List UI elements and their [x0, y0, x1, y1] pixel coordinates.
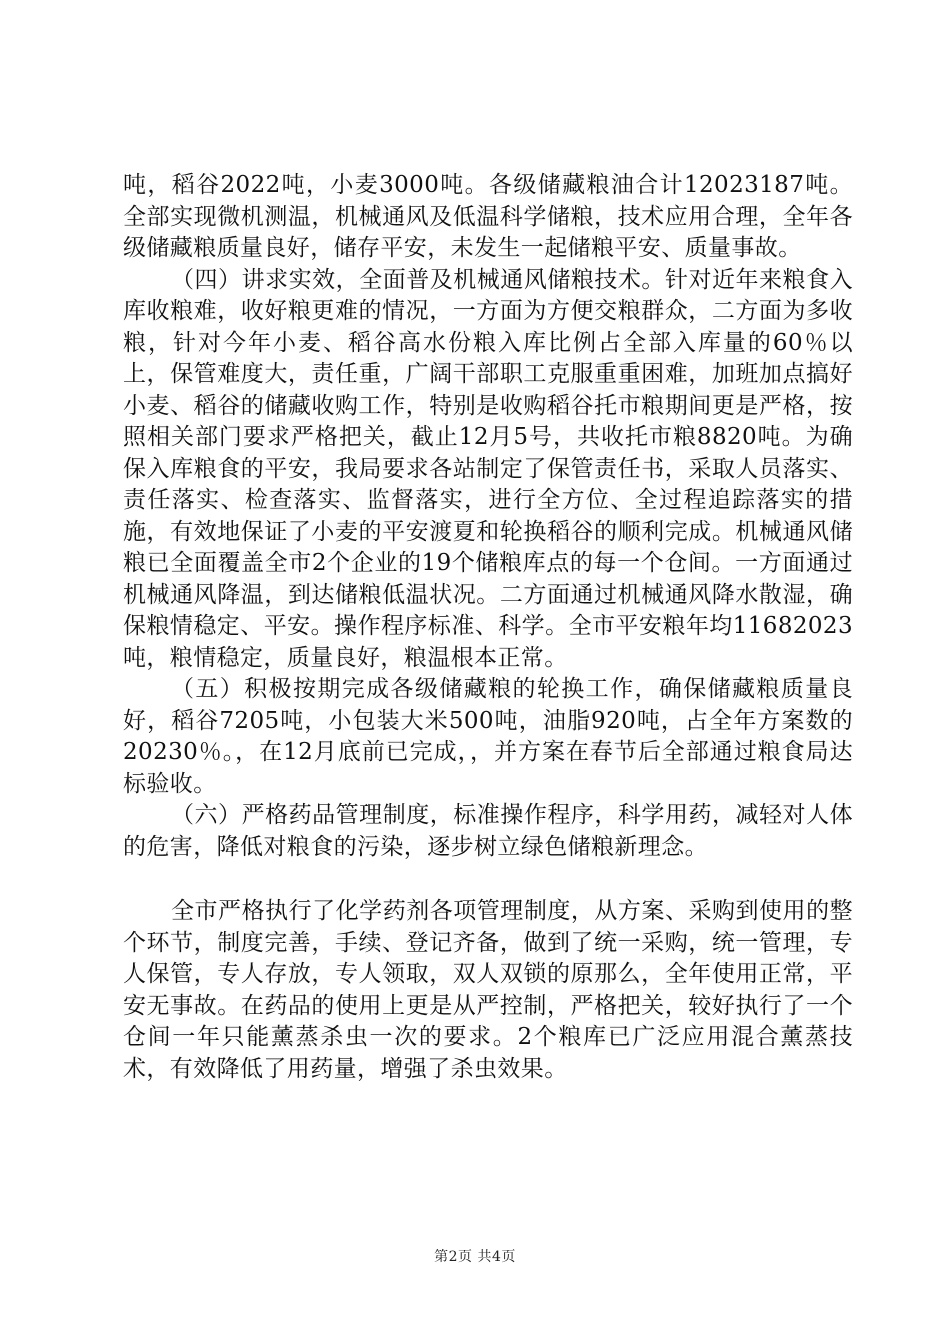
- document-body: [123, 170, 853, 1085]
- paragraph-storage-summary: 吨，稻谷2022吨，小麦3000吨。各级储藏粮油合计12023187吨。全部实现微机测温，机械通风及低温科学储粮，技术应用合理，全年各级储藏粮质量良好，储存平安，未发生一起储粮平安、质量事故。: [123, 172, 853, 261]
- page-number-footer: 第2页 共4页: [434, 1249, 516, 1265]
- paragraph-mechanical-ventilation: （四）讲求实效，全面普及机械通风储粮技术。针对近年来粮食入库收粮难，收好粮更难的情况，一方面为方便交粮群众，二方面为多收粮，针对今年小麦、稻谷高水份粮入库比例占全部入库量的60％以上，保管难度大，责任重，广阔干部职工克服重重困难，加班加点搞好小麦、稻谷的储藏收购工作，特别是收购稻谷托市粮期间更是严格，按照相关部门要求严格把关，截止12月5号，共收托市粮8820吨。为确保入库粮食的平安，我局要求各站制定了保管责任书，采取人员落实、责任落实、检查落实、监督落实，进行全方位、全过程追踪落实的措施，有效地保证了小麦的平安渡夏和轮换稻谷的顺利完成。机械通风储粮已全面覆盖全市2个企业的19个储粮库点的每一个仓间。一方面通过机械通风降温，到达储粮低温状况。二方面通过机械通风降水散湿，确保粮情稳定、平安。操作程序标准、科学。全市平安粮年均11682023吨，粮情稳定，质量良好，粮温根本正常。: [123, 266, 853, 671]
- paragraph-chemical-management: 全市严格执行了化学药剂各项管理制度，从方案、采购到使用的整个环节，制度完善，手续、登记齐备，做到了统一采购，统一管理，专人保管，专人存放，专人领取，双人双锁的原那么，全年使用正常，平安无事故。在药品的使用上更是从严控制，严格把关，较好执行了一个仓间一年只能薰蒸杀虫一次的要求。2个粮库已广泛应用混合薰蒸技术，有效降低了用药量，增强了杀虫效果。: [123, 898, 853, 1082]
- paragraph-pesticide-heading: （六）严格药品管理制度，标准操作程序，科学用药，减轻对人体的危害，降低对粮食的污染，逐步树立绿色储粮新理念。: [123, 802, 853, 860]
- paragraph-grain-rotation: （五）积极按期完成各级储藏粮的轮换工作，确保储藏粮质量良好，稻谷7205吨，小包装大米500吨，油脂920吨，占全年方案数的20230％。，在12月底前已完成，，并方案在春节后全部通过粮食局达标验收。: [123, 676, 853, 797]
- paragraph-spacer: [123, 863, 853, 896]
